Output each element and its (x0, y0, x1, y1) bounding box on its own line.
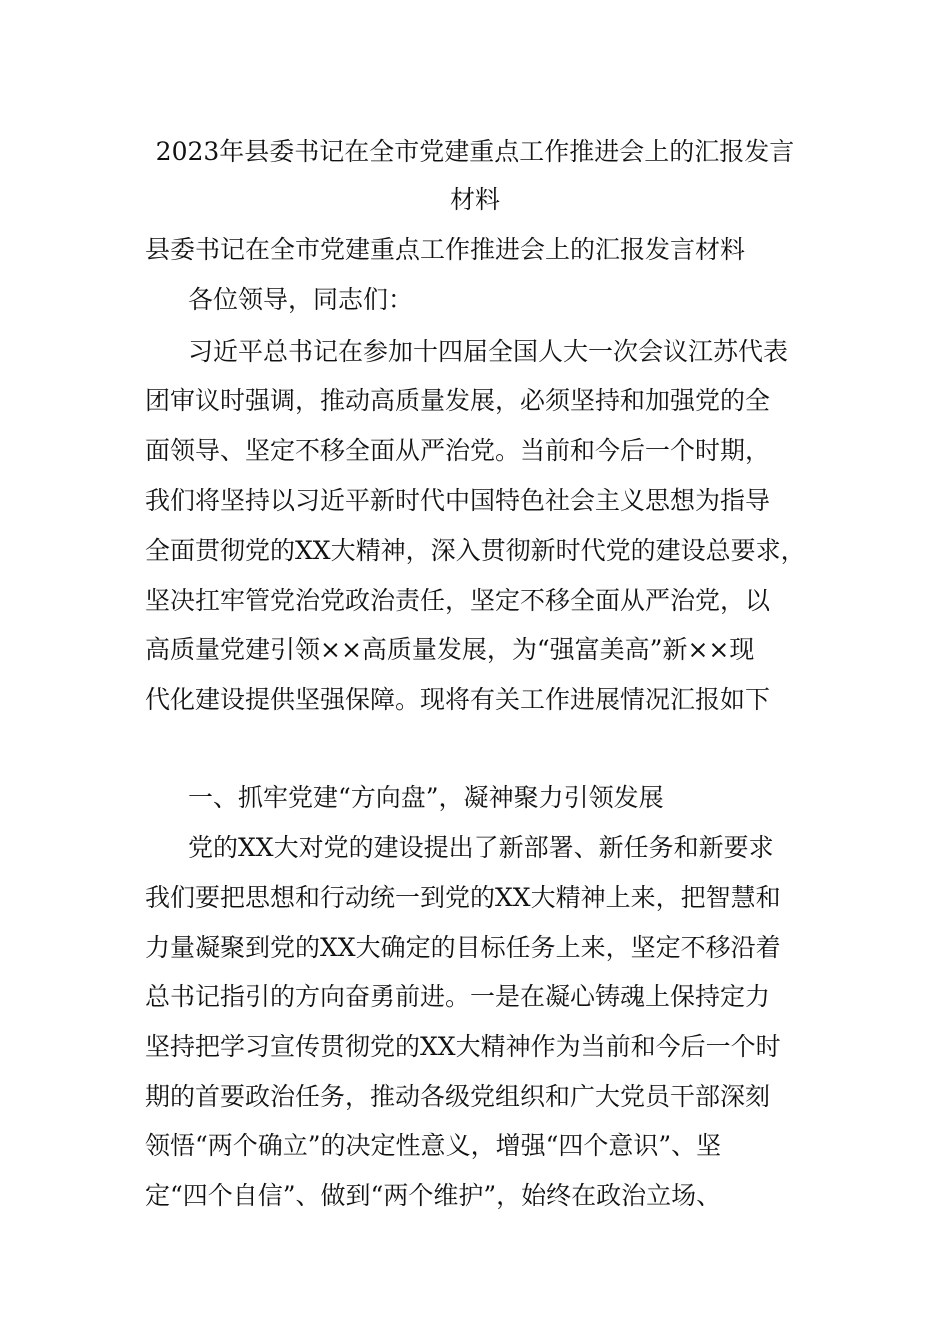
paragraph-line: 团审议时强调，推动高质量发展，必须坚持和加强党的全 (145, 386, 771, 415)
paragraph-line: 坚持把学习宣传贯彻党的XX大精神作为当前和今后一个时 (145, 1032, 781, 1061)
paragraph-line: 全面贯彻党的XX大精神，深入贯彻新时代党的建设总要求， (145, 536, 806, 565)
paragraph-line: 领悟“两个确立”的决定性意义，增强“四个意识”、坚 (145, 1131, 722, 1160)
document-title-line-2: 材料 (449, 185, 500, 214)
section-heading-1: 一、抓牢党建“方向盘”，凝神聚力引领发展 (188, 783, 664, 812)
document-subtitle: 县委书记在全市党建重点工作推进会上的汇报发言材料 (145, 235, 746, 264)
paragraph-line: 面领导、坚定不移全面从严治党。当前和今后一个时期， (145, 436, 771, 465)
paragraph-line: 我们要把思想和行动统一到党的XX大精神上来，把智慧和 (145, 883, 781, 912)
paragraph-line: 高质量党建引领××高质量发展，为“强富美高”新××现 (145, 635, 755, 664)
paragraph-line: 我们将坚持以习近平新时代中国特色社会主义思想为指导 (145, 486, 771, 515)
paragraph-line: 党的XX大对党的建设提出了新部署、新任务和新要求 (188, 833, 774, 862)
paragraph-line: 力量凝聚到党的XX大确定的目标任务上来，坚定不移沿着 (145, 933, 781, 962)
paragraph-line: 坚决扛牢管党治党政治责任，坚定不移全面从严治党，以 (145, 586, 771, 615)
paragraph-line: 定“四个自信”、做到“两个维护”，始终在政治立场、 (145, 1181, 722, 1210)
paragraph-line: 代化建设提供坚强保障。现将有关工作进展情况汇报如下 (145, 685, 771, 714)
paragraph-line: 期的首要政治任务，推动各级党组织和广大党员干部深刻 (145, 1082, 771, 1111)
salutation: 各位领导，同志们： (188, 285, 414, 314)
paragraph-line: 总书记指引的方向奋勇前进。一是在凝心铸魂上保持定力 (145, 982, 771, 1011)
paragraph-line: 习近平总书记在参加十四届全国人大一次会议江苏代表 (188, 337, 789, 366)
document-title-line-1: 2023年县委书记在全市党建重点工作推进会上的汇报发言 (155, 137, 795, 166)
